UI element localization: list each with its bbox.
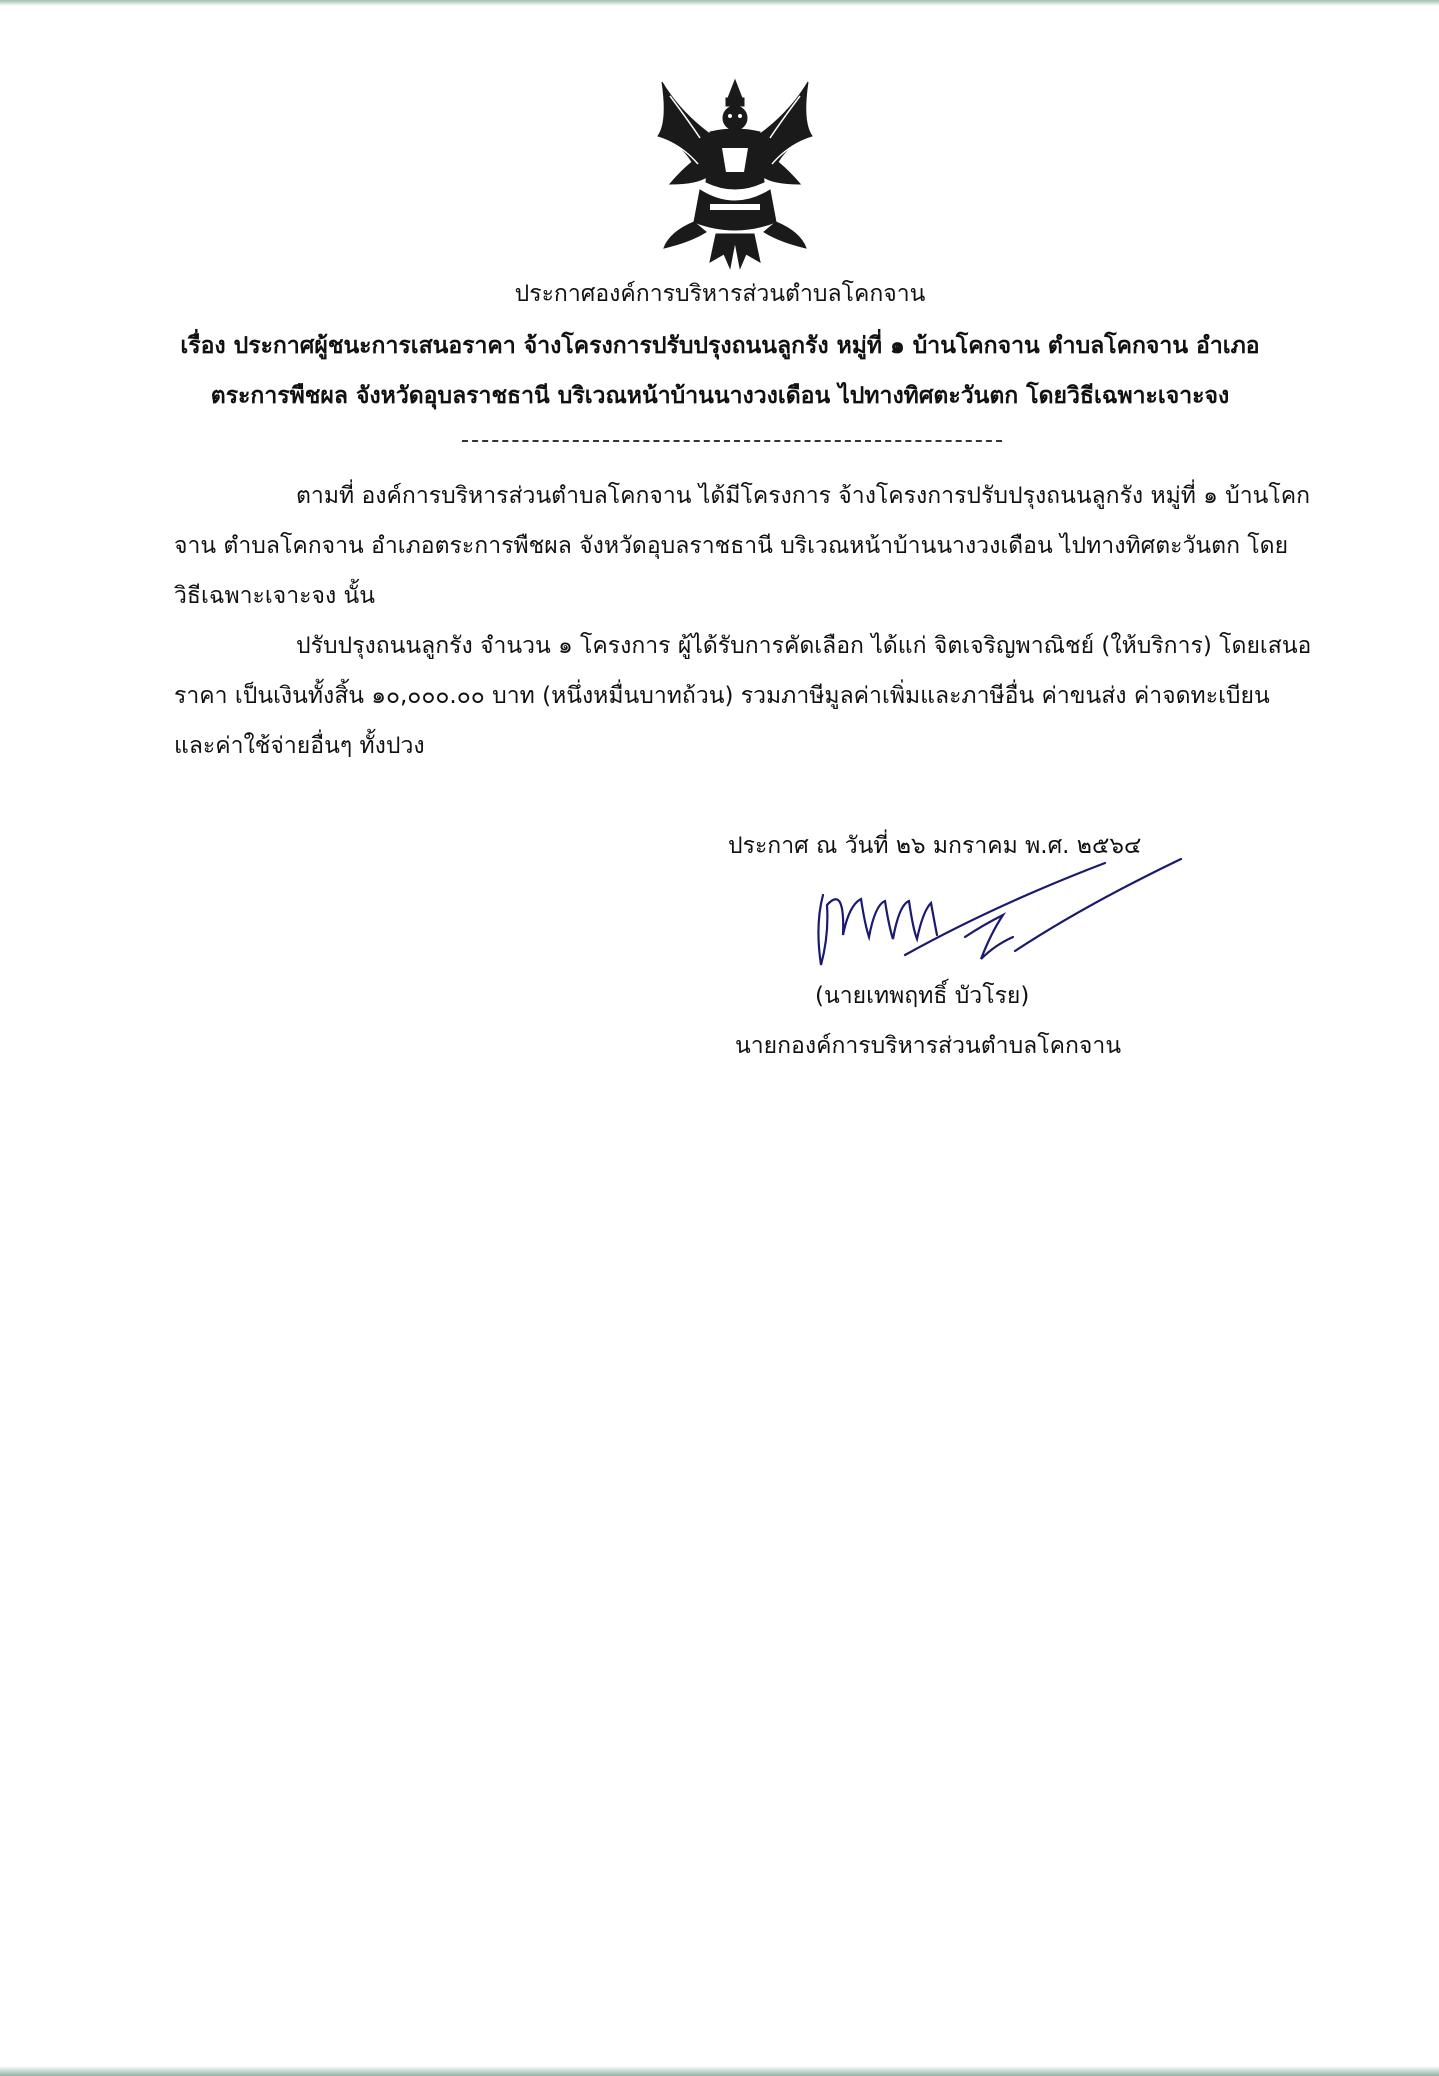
scan-top-edge — [0, 0, 1439, 6]
subject-line-1: เรื่อง ประกาศผู้ชนะการเสนอราคา จ้างโครงการปรับปรุงถนนลูกรัง หมู่ที่ ๑ บ้านโคกจาน ตำบลโคกจาน อำเภอ — [180, 333, 1260, 359]
signer-position: นายกองค์การบริหารส่วนตำบลโคกจาน — [735, 1033, 1122, 1059]
signature-image — [805, 855, 1185, 975]
paragraph-1-line-2: จาน ตำบลโคกจาน อำเภอตระการพืชผล จังหวัดอุบลราชธานี บริเวณหน้าบ้านนางวงเดือน ไปทางทิศตะวันตก โดย — [174, 533, 1289, 559]
announcement-date: ประกาศ ณ วันที่ ๒๖ มกราคม พ.ศ. ๒๕๖๔ — [728, 833, 1142, 859]
paragraph-2-line-3: และค่าใช้จ่ายอื่นๆ ทั้งปวง — [174, 733, 425, 759]
garuda-emblem-icon — [640, 72, 830, 272]
paragraph-1-line-1: ตามที่ องค์การบริหารส่วนตำบลโคกจาน ได้มีโครงการ จ้างโครงการปรับปรุงถนนลูกรัง หมู่ที่ ๑ บ้านโคก — [296, 483, 1311, 509]
paragraph-1-line-3: วิธีเฉพาะเจาะจง นั้น — [174, 583, 375, 609]
paragraph-2-line-1: ปรับปรุงถนนลูกรัง จำนวน ๑ โครงการ ผู้ได้รับการคัดเลือก ได้แก่ จิตเจริญพาณิชย์ (ให้บริการ) โดยเสนอ — [296, 633, 1312, 659]
separator-line — [462, 440, 1002, 442]
paragraph-2-line-2: ราคา เป็นเงินทั้งสิ้น ๑๐,๐๐๐.๐๐ บาท (หนึ่งหมื่นบาทถ้วน) รวมภาษีมูลค่าเพิ่มและภาษีอื่น ค่าขนส่ง ค่าจดทะเบียน — [174, 683, 1270, 709]
subject-line-2: ตระการพืชผล จังหวัดอุบลราชธานี บริเวณหน้าบ้านนางวงเดือน ไปทางทิศตะวันตก โดยวิธีเฉพาะเจาะจง — [210, 383, 1230, 409]
scan-bottom-edge — [0, 2066, 1439, 2076]
issuer-heading: ประกาศองค์การบริหารส่วนตำบลโคกจาน — [514, 281, 926, 307]
signer-name: (นายเทพฤทธิ์ บัวโรย) — [815, 983, 1030, 1009]
